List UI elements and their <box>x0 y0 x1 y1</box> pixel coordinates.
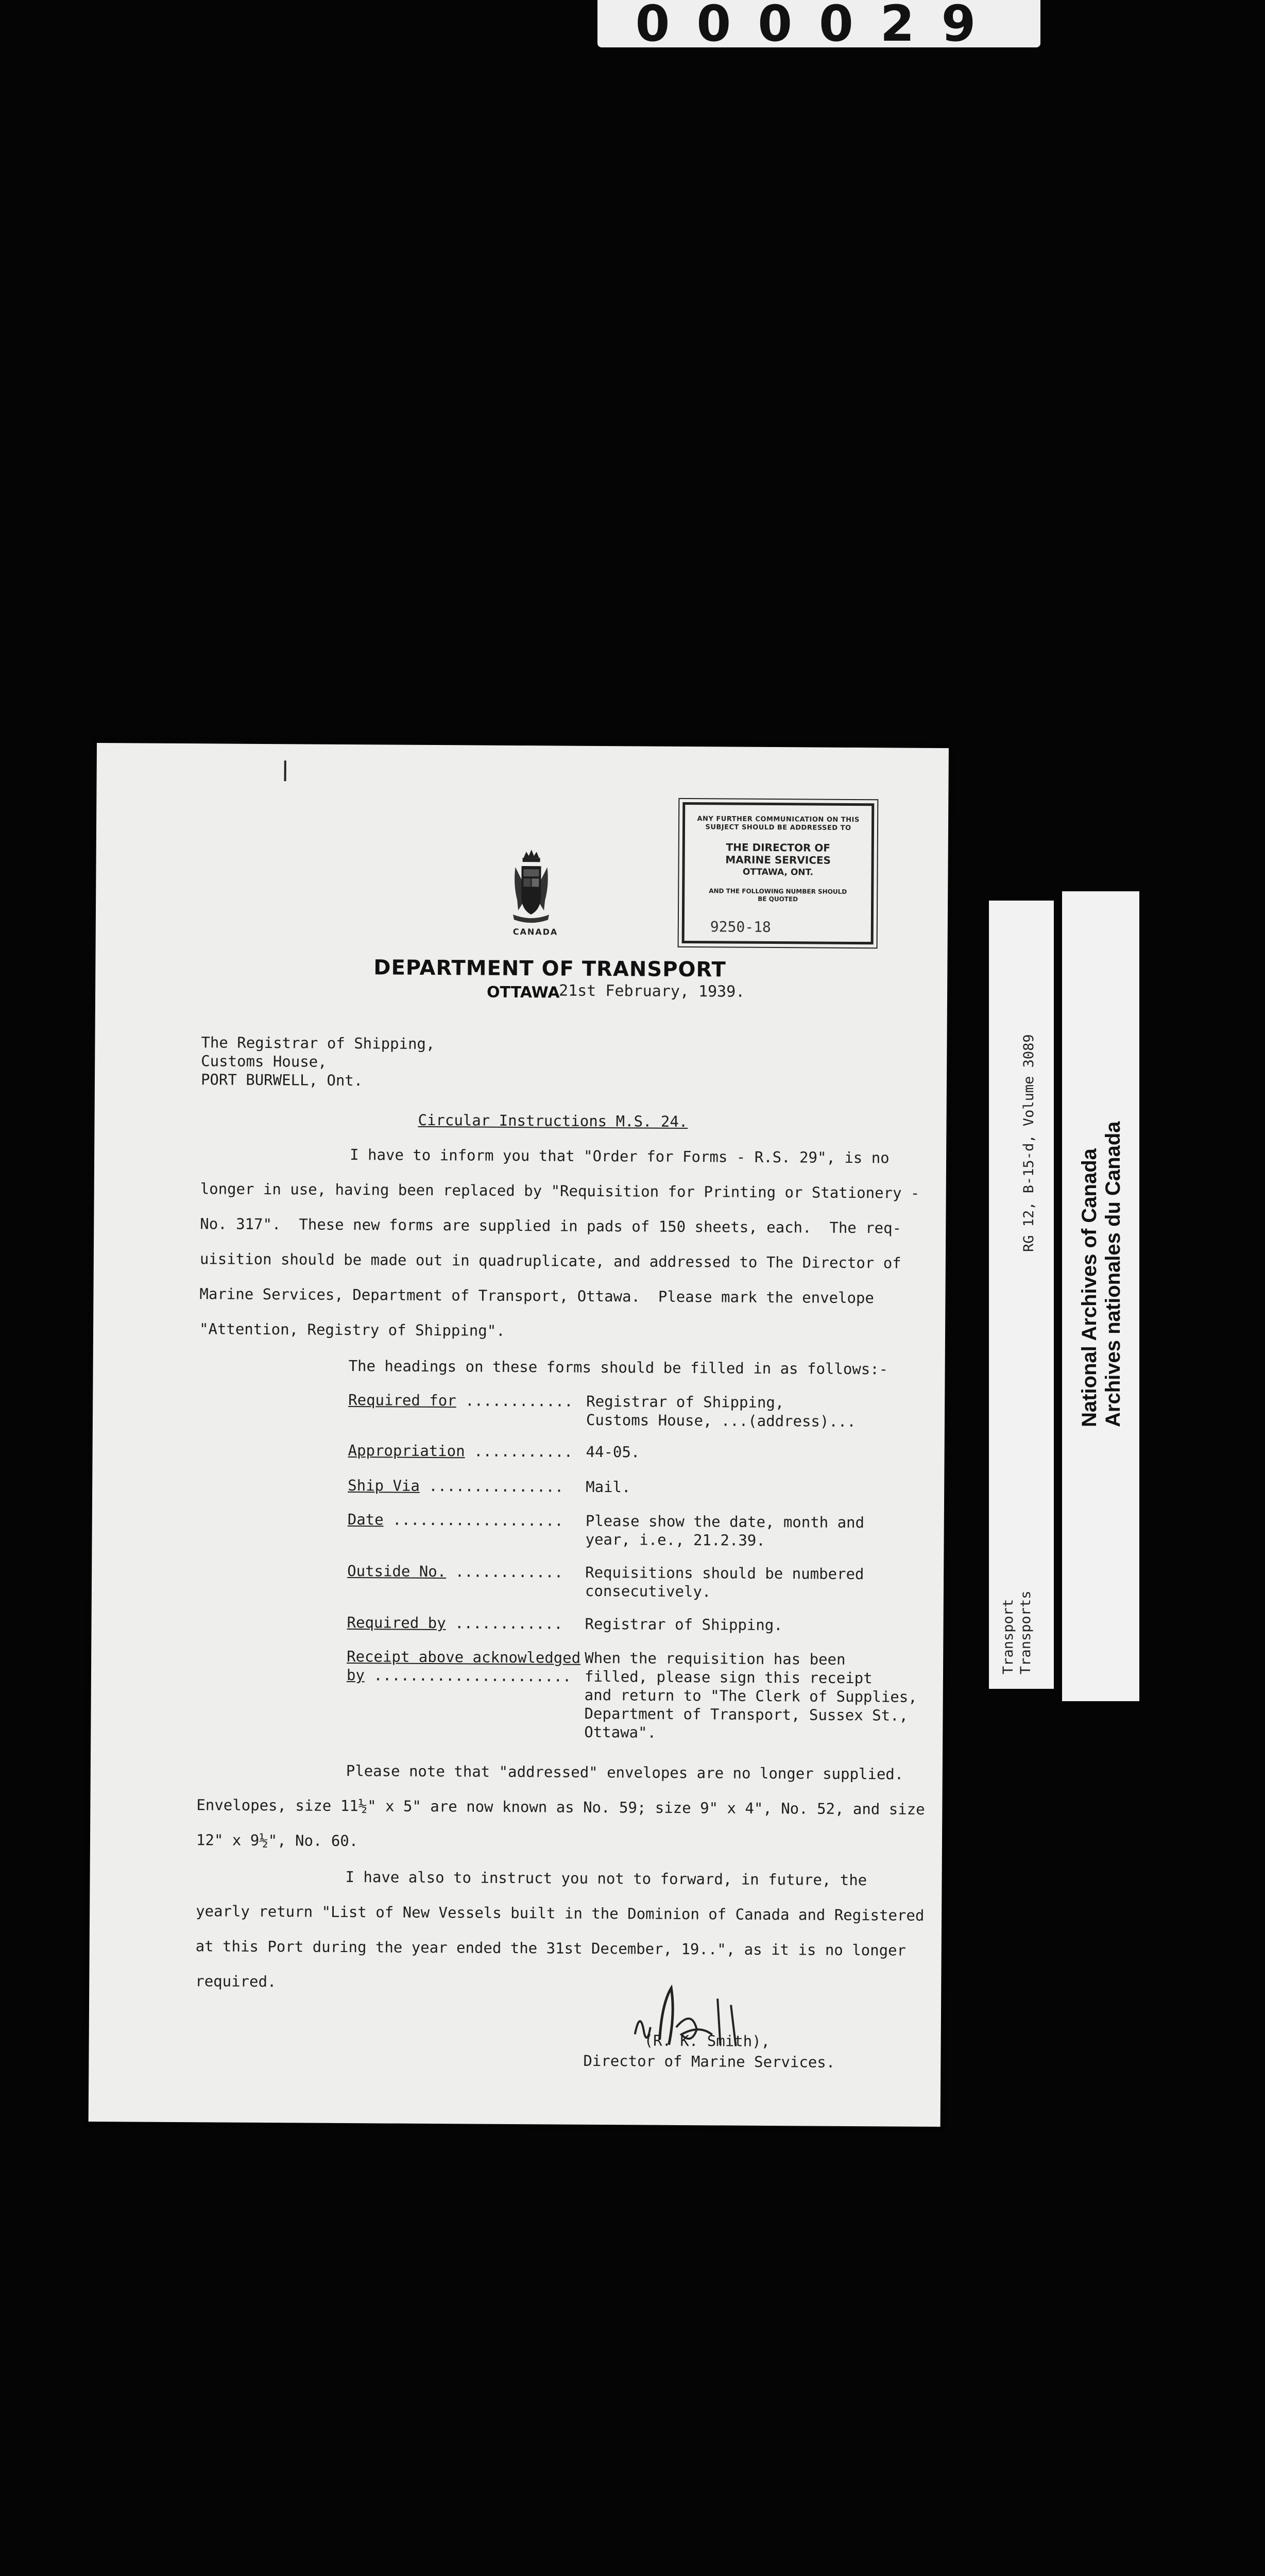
archive-institution-fr: Archives nationales du Canada <box>1102 1121 1124 1427</box>
heading-label-outside-no: Outside No. ............ <box>347 1562 563 1581</box>
heading-label-required-by: Required by ............ <box>347 1613 563 1633</box>
city-label: OTTAWA <box>486 983 560 1002</box>
paragraph-line: 12" x 9½", No. 60. <box>196 1831 358 1850</box>
signatory-name: (R. K. Smith), <box>644 2031 771 2050</box>
recipient-line: The Registrar of Shipping, <box>201 1033 435 1053</box>
heading-value: Ottawa". <box>584 1723 657 1741</box>
reply-reference-stamp <box>682 802 875 944</box>
frame-number: 000029 <box>597 0 1040 47</box>
stamp-addressee-3: OTTAWA, ONT. <box>742 867 814 878</box>
heading-value: 44-05. <box>586 1443 640 1461</box>
heading-label-receipt-by: by ...................... <box>346 1666 572 1685</box>
stamp-instruction-4: BE QUOTED <box>758 895 798 903</box>
heading-value: Department of Transport, Sussex St., <box>584 1704 909 1724</box>
heading-label-appropriation: Appropriation ........... <box>348 1442 573 1461</box>
heading-value: Registrar of Shipping, <box>586 1392 784 1412</box>
archive-institution-en: National Archives of Canada <box>1078 1148 1101 1427</box>
archive-subject-fr: Transports <box>1018 1590 1034 1674</box>
archive-subject-en: Transport <box>1000 1599 1016 1674</box>
heading-value: year, i.e., 21.2.39. <box>585 1530 765 1549</box>
paragraph-line: longer in use, having been replaced by "Requisition for Printing or Stationery - <box>200 1180 920 1202</box>
stamp-instruction-1: ANY FURTHER COMMUNICATION ON THIS <box>697 815 860 824</box>
heading-label-required-for: Required for ............ <box>348 1391 573 1410</box>
stamp-addressee-2: MARINE SERVICES <box>725 853 831 867</box>
heading-value: consecutively. <box>585 1582 711 1601</box>
archive-tab <box>984 891 1154 1710</box>
heading-value: and return to "The Clerk of Supplies, <box>584 1686 917 1706</box>
heading-value: Customs House, ...(address)... <box>586 1411 856 1431</box>
heading-value: Please show the date, month and <box>585 1512 865 1532</box>
coat-of-arms-icon <box>503 849 560 926</box>
paragraph-line: uisition should be made out in quadruplicate, and addressed to The Director of <box>199 1250 901 1272</box>
heading-value: When the requisition has been <box>585 1649 846 1668</box>
recipient-line: Customs House, <box>201 1052 327 1071</box>
paragraph-line: required. <box>195 1972 277 1991</box>
stamp-instruction-3: AND THE FOLLOWING NUMBER SHOULD <box>709 887 847 895</box>
letter-date: 21st February, 1939. <box>558 981 745 1001</box>
paragraph-line: Envelopes, size 11½" x 5" are now known as No. 59; size 9" x 4", No. 52, and size <box>196 1796 925 1818</box>
heading-value: Mail. <box>586 1478 631 1496</box>
file-number: 9250-18 <box>710 918 771 936</box>
paragraph-line: yearly return "List of New Vessels built in the Dominion of Canada and Registered <box>196 1902 925 1924</box>
department-heading: DEPARTMENT OF TRANSPORT <box>373 956 726 982</box>
letter-page <box>89 743 949 2127</box>
paragraph-line: at this Port during the year ended the 31st December, 19..", as it is no longer <box>195 1937 907 1959</box>
heading-label-ship-via: Ship Via ............... <box>348 1477 564 1496</box>
recipient-line: PORT BURWELL, Ont. <box>200 1071 363 1090</box>
archive-reference: RG 12, B-15-d, Volume 3089 <box>1021 1034 1037 1252</box>
stamp-instruction-2: SUBJECT SHOULD BE ADDRESSED TO <box>705 823 851 832</box>
headings-intro: The headings on these forms should be filled in as follows:- <box>348 1357 888 1378</box>
paragraph-line: I have to inform you that "Order for Forms - R.S. 29", is no <box>350 1146 890 1167</box>
heading-value: Registrar of Shipping. <box>585 1615 783 1634</box>
paragraph-line: I have also to instruct you not to forward, in future, the <box>345 1868 867 1889</box>
paragraph-line: Please note that "addressed" envelopes are no longer supplied. <box>346 1761 904 1783</box>
margin-mark <box>284 760 286 781</box>
paragraph-line: Marine Services, Department of Transport, Ottawa. Please mark the envelope <box>199 1285 875 1307</box>
paragraph-line: "Attention, Registry of Shipping". <box>199 1320 505 1340</box>
stamp-addressee-1: THE DIRECTOR OF <box>726 841 831 854</box>
paragraph-line: No. 317". These new forms are supplied in pads of 150 sheets, each. The req- <box>200 1215 902 1237</box>
subject-line: Circular Instructions M.S. 24. <box>418 1111 688 1131</box>
signatory-title: Director of Marine Services. <box>583 2052 835 2071</box>
heading-value: filled, please sign this receipt <box>584 1667 873 1687</box>
country-label: CANADA <box>512 926 558 937</box>
heading-label-date: Date ................... <box>347 1511 563 1530</box>
heading-label-receipt: Receipt above acknowledged <box>347 1647 581 1667</box>
heading-value: Requisitions should be numbered <box>585 1563 864 1583</box>
